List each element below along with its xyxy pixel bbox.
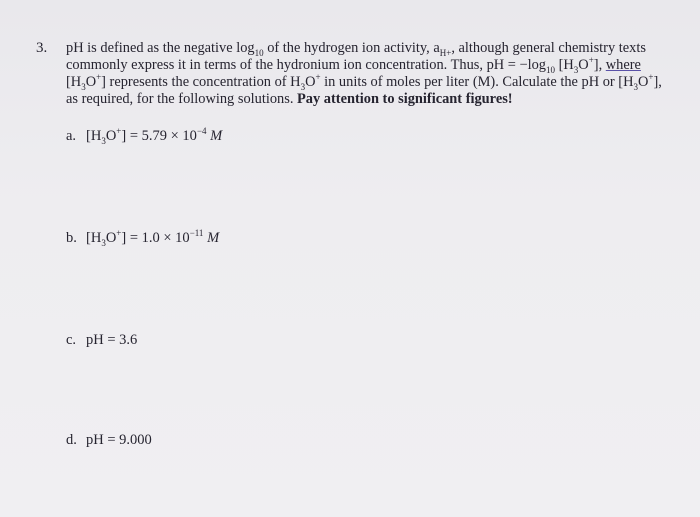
text-run: pH is defined as the negative log [66, 40, 255, 56]
part-a [66, 128, 222, 145]
subscript: 10 [254, 47, 264, 58]
text-run: commonly express it in terms of the hydronium ion concentration. Thus, pH = −log [66, 57, 546, 73]
question-text [66, 40, 676, 108]
superscript: + [588, 55, 594, 66]
part-label: a. [66, 128, 77, 144]
text-run: O [105, 128, 117, 144]
question-line-3 [66, 74, 676, 91]
text-run: ] = 5.79 × 10 [121, 128, 197, 144]
part-text: pH = 9.000 [86, 432, 152, 448]
text-run: O [85, 74, 97, 90]
text-run: O [578, 57, 589, 73]
part-label: b. [66, 230, 77, 246]
text-run: ], [653, 74, 662, 90]
part-label: c. [66, 332, 77, 348]
subscript: 3 [573, 64, 579, 75]
text-run: [H [66, 74, 82, 90]
underlined-word: where [605, 57, 641, 73]
text-run: , although general chemistry texts [451, 40, 646, 56]
subscript: 3 [101, 237, 106, 248]
superscript: + [96, 72, 102, 83]
text-run: O [105, 230, 117, 246]
exponent: −11 [189, 228, 204, 239]
subscript: H+ [439, 47, 452, 58]
text-run: ] = 1.0 × 10 [121, 230, 190, 246]
text-run: O [637, 74, 649, 90]
exponent: −4 [196, 126, 207, 137]
text-run: [H [86, 128, 102, 144]
part-label: d. [66, 432, 77, 448]
part-c [66, 332, 137, 349]
text-run: [H [555, 57, 574, 73]
text-run: [H [86, 230, 102, 246]
subscript: 3 [81, 81, 86, 92]
text-run: ] represents the concentration of H [101, 74, 301, 90]
text-run: as required, for the following solutions. [66, 91, 298, 107]
subscript: 3 [101, 135, 106, 146]
superscript: + [315, 72, 321, 83]
question-line-2 [66, 57, 676, 74]
part-text: pH = 3.6 [86, 332, 138, 348]
text-run: in units of moles per liter (M). Calculate the pH or [H [320, 74, 634, 90]
superscript: + [116, 228, 122, 239]
superscript: + [116, 126, 122, 137]
text-run: of the hydrogen ion activity, a [263, 40, 440, 56]
superscript: + [648, 72, 654, 83]
subscript: 3 [300, 81, 306, 92]
text-run: ], [593, 57, 606, 73]
part-b [66, 230, 219, 247]
emphasis-text: Pay attention to significant figures! [297, 91, 513, 107]
subscript: 10 [546, 64, 555, 75]
unit: M [206, 128, 223, 144]
question-number: 3. [36, 40, 48, 56]
question-line-4 [66, 91, 676, 108]
subscript: 3 [633, 81, 638, 92]
text-run: O [305, 74, 316, 90]
part-d [66, 432, 152, 449]
unit: M [203, 230, 220, 246]
question-line-1 [66, 40, 676, 57]
